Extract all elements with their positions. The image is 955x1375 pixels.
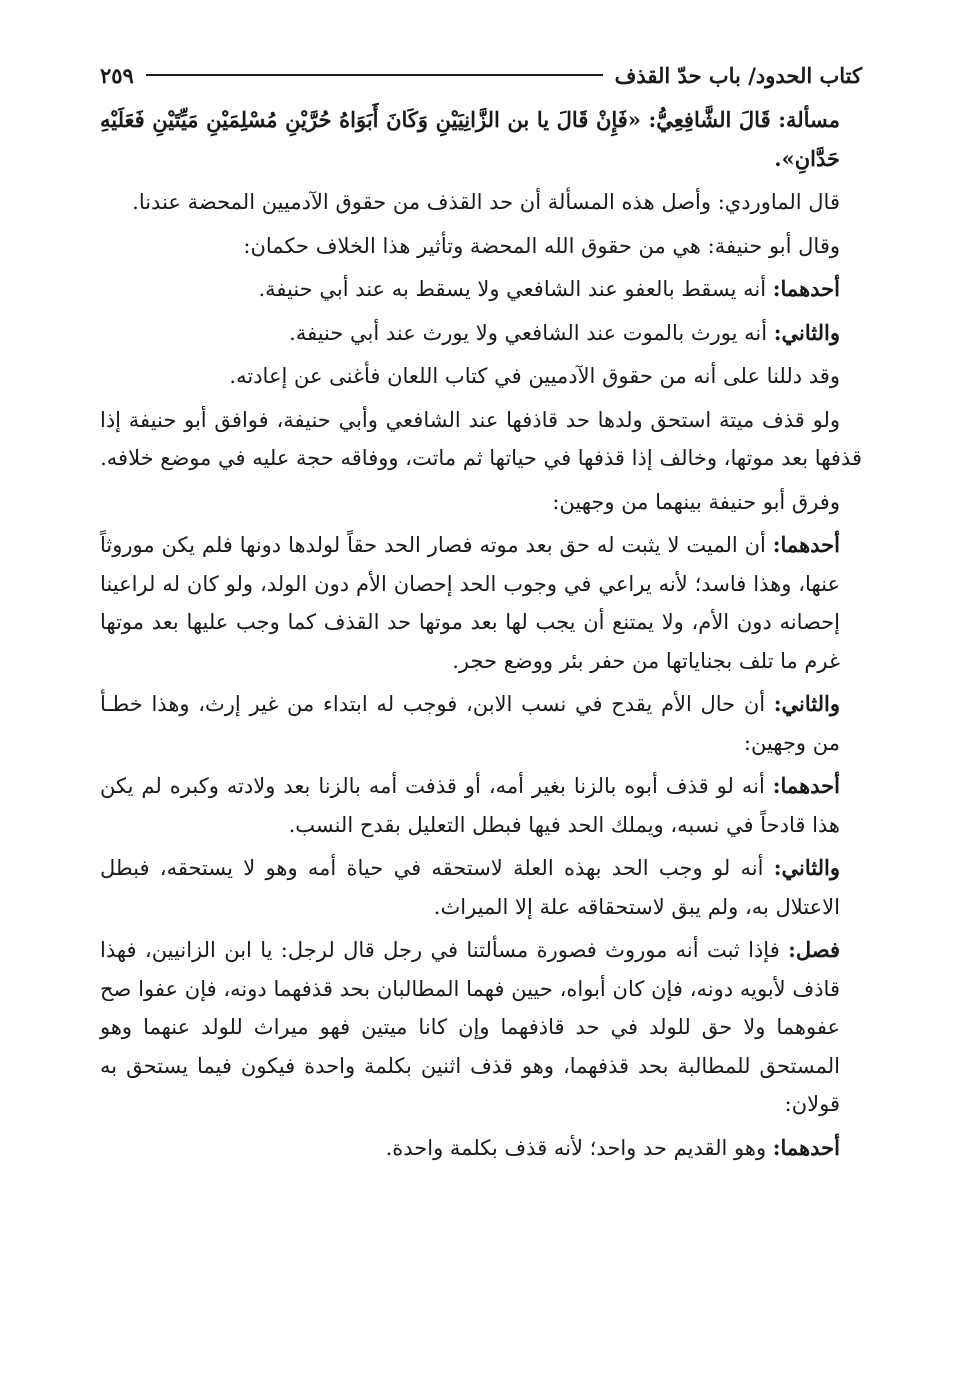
paragraph-lead: أحدهما: [772,532,840,557]
paragraph-text: وقد دللنا على أنه من حقوق الآدميين في كتاب اللعان فأغنى عن إعادته. [229,364,840,388]
paragraph-fasl [100,931,862,1124]
paragraph-text: أنه يورث بالموت عند الشافعي ولا يورث عند أبي حنيفة. [289,320,774,345]
paragraph-text: أنه لو قذف أبوه بالزنا بغير أمه، أو قذفت أمه بالزنا بعد ولادته وكبره لم يكن هذا قادحاً في نسبه، ويملك الحد فيها فبطل التعليل بقدح النسب. [100,774,840,837]
paragraph [100,270,862,309]
paragraph [100,483,862,522]
paragraph-text: وقال أبو حنيفة: هي من حقوق الله المحضة وتأثير هذا الخلاف حكمان: [243,233,840,258]
paragraph-lead: والثاني: [773,691,840,716]
paragraph-text: وفرق أبو حنيفة بينهما من وجهين: [552,489,840,514]
paragraph [100,227,862,266]
paragraph [100,1129,862,1168]
paragraph-text: أن الميت لا يثبت له حق بعد موته فصار الحد حقاً لولدها دونها فلم يكن موروثاً عنها، وهذا فاسد؛ لأنه يراعي في وجوب الحد إحصان الأم دون الولد، ولو كان له لراعينا إحصانه دون الأم، ولا يمتنع أن يجب لها بعد موتها حد القذف كما وجب عليها بعد موتها غرم ما تلف بجناياتها من حفر بئر ووضع حجر. [100,533,840,673]
page-number: ٢٥٩ [100,62,134,88]
paragraph-text: ولو قذف ميتة استحق ولدها حد قاذفها عند الشافعي وأبي حنيفة، فوافق أبو حنيفة إذا قذفها بعد موتها، وخالف إذا قذفها في حياتها ثم ماتت، ووفاقه حجة عليه في موضع خلافه. [100,407,862,470]
paragraph-lead: والثاني: [773,319,840,345]
paragraph-lead: فصل: [788,937,840,962]
paragraph [100,526,862,680]
paragraph-text: أنه يسقط بالعفو عند الشافعي ولا يسقط به عند أبي حنيفة. [258,277,773,301]
header-rule [146,74,603,76]
paragraph-lead: والثاني: [773,855,840,880]
paragraph-lead: مسألة: قَالَ الشَّافِعِيُّ: [648,107,840,132]
paragraph [100,767,862,844]
paragraph-lead: أحدهما: [772,276,840,301]
paragraph-text: «فَإِنْ قَالَ يا بن الزَّانِيَيْنِ وَكَانَ أَبَوَاهُ حُرَّيْنِ مُسْلِمَيْنِ مَيِّتَيْنِ فَعَلَيْهِ حَدَّانِ». [100,107,840,171]
paragraph [100,314,862,353]
paragraph [100,401,862,478]
paragraph-text: أن حال الأم يقدح في نسب الابن، فوجب له ابتداء من غير إرث، وهذا خطـأ من وجهين: [100,692,840,755]
paragraph [100,183,862,222]
paragraph [100,849,862,926]
paragraph [100,357,862,396]
paragraph-text: فإذا ثبت أنه موروث فصورة مسألتنا في رجل قال لرجل: يا ابن الزانيين، فهذا قاذف لأبويه دونه، فإن كان أبواه، حيين فهما المطالبان بحد قذفهما دونه، فإن عفوا صح عفوهما ولا حق للولد في حد قاذفهما وإن كانا ميتين فهو ميراث للولد عنهما وهو المستحق للمطالبة بحد قذفهما، وهو قذف اثنين بكلمة واحدة فيكون فيما يستحق به قولان: [100,938,840,1116]
paragraph-text: أنه لو وجب الحد بهذه العلة لاستحقه في حياة أمه وهو لا يستحقه، فبطل الاعتلال به، ولم يبق لاستحقاقه علة إلا الميراث. [100,856,840,919]
running-header [100,55,862,95]
paragraph-text: قال الماوردي: وأصل هذه المسألة أن حد القذف من حقوق الآدميين المحضة عندنا. [132,190,840,214]
paragraph-text: وهو القديم حد واحد؛ لأنه قذف بكلمة واحدة. [385,1135,773,1160]
paragraph-masala [100,101,862,178]
paragraph-lead: أحدهما: [772,773,840,798]
chapter-title: كتاب الحدود/ باب حدّ القذف [614,62,862,88]
page-body [100,101,862,1167]
paragraph-lead: أحدهما: [772,1134,840,1160]
paragraph [100,685,862,762]
book-page [100,55,862,1172]
